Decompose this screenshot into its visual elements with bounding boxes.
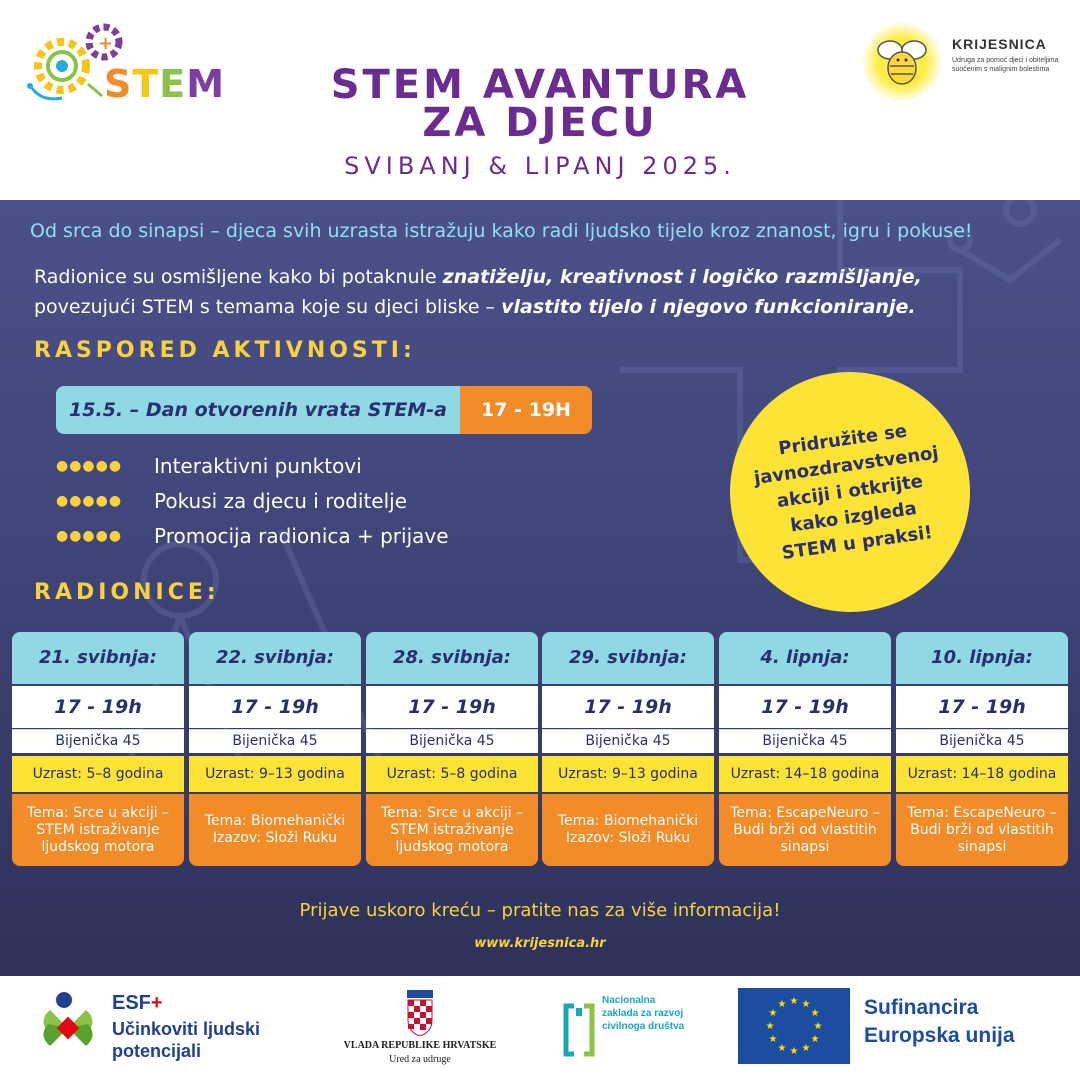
website-link[interactable]: www.krijesnica.hr bbox=[474, 936, 606, 951]
workshop-topic: Tema: Srce u akciji – STEM istraživanje ljudskog motora bbox=[366, 794, 538, 866]
lead-text-1: Radionice su osmišljene kako bi potaknule bbox=[34, 266, 443, 288]
workshop-age: Uzrast: 14–18 godina bbox=[896, 756, 1068, 792]
svg-text:★: ★ bbox=[789, 996, 799, 1007]
workshop-date: 29. svibnja: bbox=[542, 632, 714, 684]
header bbox=[0, 0, 1080, 200]
krijesnica-description: Udruga za pomoć djeci i obiteljima suočenim s malignim bolestima bbox=[952, 57, 1059, 73]
vlada-logo bbox=[330, 988, 510, 1072]
workshop-date: 21. svibnja: bbox=[12, 632, 184, 684]
vlada-name: VLADA REPUBLIKE HRVATSKE bbox=[343, 1040, 497, 1051]
workshop-place: Bijenička 45 bbox=[896, 729, 1068, 753]
svg-text:★: ★ bbox=[801, 999, 811, 1010]
workshop-date: 22. svibnja: bbox=[189, 632, 361, 684]
workshop-age: Uzrast: 5–8 godina bbox=[366, 756, 538, 792]
open-day-time: 17 - 19H bbox=[460, 386, 592, 434]
workshop-time: 17 - 19h bbox=[12, 686, 184, 728]
workshop-topic: Tema: Biomehanički Izazov: Složi Ruku bbox=[189, 794, 361, 866]
page-title bbox=[240, 62, 840, 146]
workshop-cards bbox=[12, 632, 1068, 868]
list-item bbox=[56, 518, 449, 553]
workshop-place: Bijenička 45 bbox=[719, 729, 891, 753]
registration-notice: Prijave uskoro kreću – pratite nas za više informacija! bbox=[299, 900, 781, 921]
footer-sponsors bbox=[0, 976, 1080, 1080]
workshop-time: 17 - 19h bbox=[366, 686, 538, 728]
workshop-place: Bijenička 45 bbox=[189, 729, 361, 753]
workshop-topic: Tema: EscapeNeuro – Budi brži od vlastitih sinapsi bbox=[719, 794, 891, 866]
title-line-1: STEM AVANTURA bbox=[330, 62, 750, 108]
svg-text:★: ★ bbox=[768, 1034, 778, 1045]
stem-logo bbox=[22, 18, 226, 108]
workshop-age: Uzrast: 5–8 godina bbox=[12, 756, 184, 792]
activity-label: Pokusi za djecu i roditelje bbox=[154, 488, 408, 513]
esf-logo bbox=[30, 990, 290, 1070]
workshop-time: 17 - 19h bbox=[189, 686, 361, 728]
page-subtitle: SVIBANJ & LIPANJ 2025. bbox=[344, 152, 736, 180]
workshop-topic: Tema: Biomehanički Izazov: Složi Ruku bbox=[542, 794, 714, 866]
workshop-place: Bijenička 45 bbox=[542, 729, 714, 753]
lead-paragraph bbox=[34, 262, 994, 322]
lead-emphasis-2: vlastito tijelo i njegovo funkcioniranje. bbox=[501, 296, 916, 318]
workshop-age: Uzrast: 14–18 godina bbox=[719, 756, 891, 792]
nz-logo bbox=[562, 994, 702, 1068]
eu-flag-icon bbox=[738, 988, 850, 1064]
schedule-heading: RASPORED AKTIVNOSTI: bbox=[34, 338, 416, 363]
esf-name: ESF+ bbox=[112, 992, 163, 1014]
eu-line-2: Europska unija bbox=[864, 1024, 1015, 1047]
workshop-card bbox=[366, 632, 538, 866]
workshop-card bbox=[896, 632, 1068, 866]
stem-wordmark: STEM bbox=[104, 62, 226, 106]
krijesnica-logo bbox=[862, 22, 1062, 102]
list-item bbox=[56, 448, 449, 483]
workshop-place: Bijenička 45 bbox=[366, 729, 538, 753]
svg-text:★: ★ bbox=[768, 1008, 778, 1019]
workshop-age: Uzrast: 9–13 godina bbox=[542, 756, 714, 792]
eu-cofunded-text bbox=[864, 994, 1015, 1050]
bullet-dots-icon: ●●●●● bbox=[56, 457, 123, 474]
svg-text:★: ★ bbox=[801, 1043, 811, 1054]
workshops-heading: RADIONICE: bbox=[34, 580, 220, 605]
lead-text-2: povezujući STEM s temama koje su djeci bliske – bbox=[34, 296, 502, 318]
eu-line-1: Sufinancira bbox=[864, 996, 979, 1019]
workshop-card bbox=[12, 632, 184, 866]
open-day-label: 15.5. – Dan otvorenih vrata STEM-a bbox=[56, 386, 460, 434]
workshop-time: 17 - 19h bbox=[896, 686, 1068, 728]
bullet-dots-icon: ●●●●● bbox=[56, 492, 123, 509]
list-item bbox=[56, 483, 449, 518]
nz-name: Nacionalna zaklada za razvoj civilnoga društva bbox=[602, 995, 685, 1032]
svg-text:★: ★ bbox=[789, 1046, 799, 1057]
svg-text:★: ★ bbox=[765, 1021, 775, 1032]
firefly-icon bbox=[862, 22, 942, 102]
activity-label: Interaktivni punktovi bbox=[154, 453, 362, 478]
workshop-topic: Tema: Srce u akciji – STEM istraživanje ljudskog motora bbox=[12, 794, 184, 866]
croatian-coat-of-arms-icon bbox=[405, 990, 435, 1036]
esf-flower-icon bbox=[30, 990, 106, 1066]
workshop-date: 10. lipnja: bbox=[896, 632, 1068, 684]
lead-emphasis-1: znatiželju, kreativnost i logičko razmišljanje, bbox=[442, 266, 922, 288]
bullet-dots-icon: ●●●●● bbox=[56, 527, 123, 544]
workshop-age: Uzrast: 9–13 godina bbox=[189, 756, 361, 792]
activity-label: Promocija radionica + prijave bbox=[154, 523, 449, 548]
workshop-place: Bijenička 45 bbox=[12, 729, 184, 753]
esf-subtitle: Učinkoviti ljudski potencijali bbox=[112, 1019, 261, 1061]
workshop-time: 17 - 19h bbox=[542, 686, 714, 728]
nz-bracket-icon bbox=[562, 994, 596, 1064]
workshop-topic: Tema: EscapeNeuro – Budi brži od vlastitih sinapsi bbox=[896, 794, 1068, 866]
workshop-date: 4. lipnja: bbox=[719, 632, 891, 684]
workshop-card bbox=[542, 632, 714, 866]
activity-list bbox=[56, 448, 449, 553]
svg-text:★: ★ bbox=[813, 1021, 823, 1032]
svg-text:★: ★ bbox=[777, 1043, 787, 1054]
svg-text:+: + bbox=[98, 33, 114, 54]
callout-text: Pridružite se javnozdravstvenoj akciji i otkrijte kako izgleda STEM u praksi! bbox=[752, 420, 940, 564]
svg-text:★: ★ bbox=[777, 999, 787, 1010]
workshop-card bbox=[719, 632, 891, 866]
main-panel bbox=[0, 200, 1080, 976]
workshop-time: 17 - 19h bbox=[719, 686, 891, 728]
krijesnica-name: KRIJESNICA bbox=[952, 36, 1047, 52]
svg-text:★: ★ bbox=[810, 1034, 820, 1045]
workshop-card bbox=[189, 632, 361, 866]
intro-text: Od srca do sinapsi – djeca svih uzrasta istražuju kako radi ljudsko tijelo kroz znanost, igru i pokuse! bbox=[30, 220, 973, 242]
title-line-2: ZA DJECU bbox=[422, 100, 658, 146]
svg-text:★: ★ bbox=[810, 1008, 820, 1019]
vlada-subtitle: Ured za udruge bbox=[389, 1054, 451, 1065]
workshop-date: 28. svibnja: bbox=[366, 632, 538, 684]
